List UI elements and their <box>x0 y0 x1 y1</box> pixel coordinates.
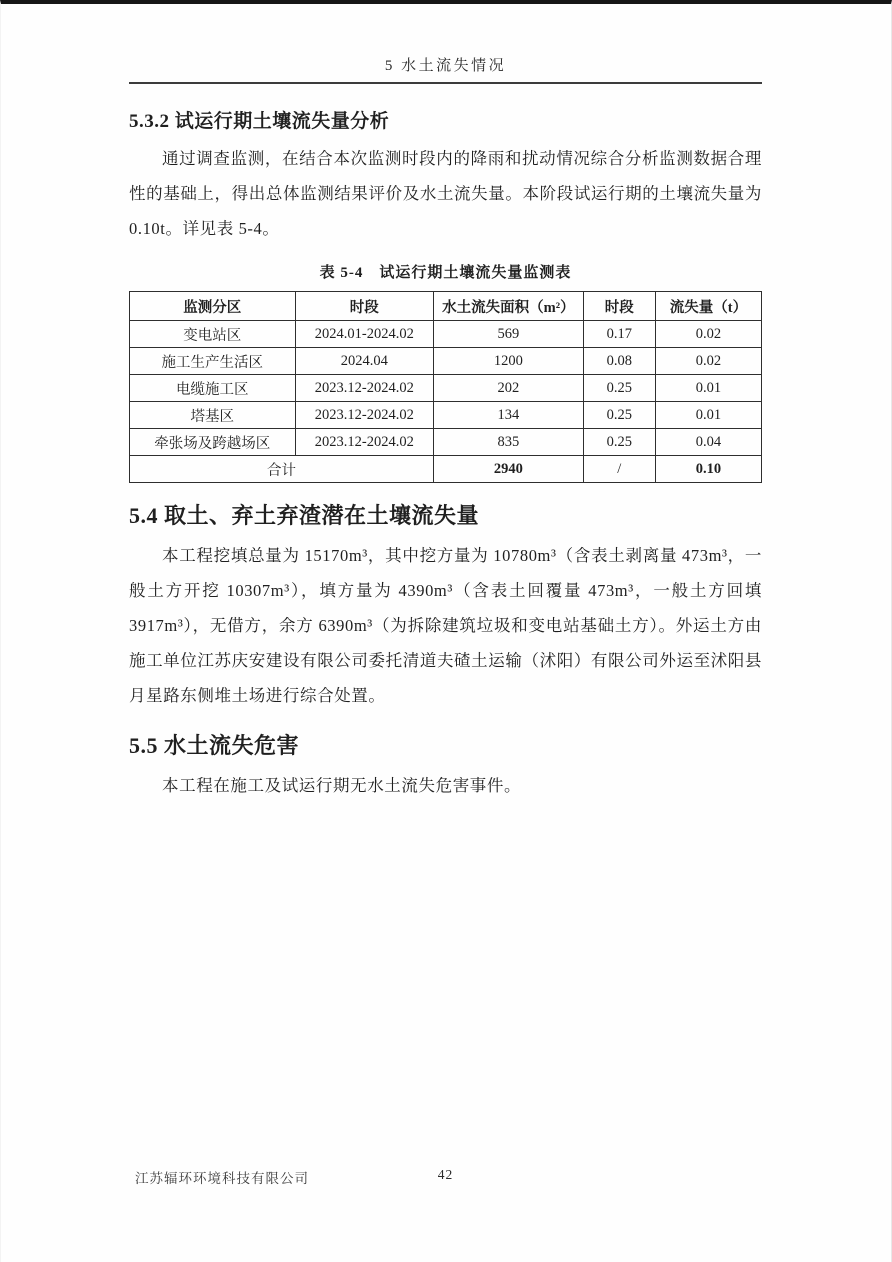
table-row <box>130 402 762 429</box>
cell-loss: 0.02 <box>655 321 761 348</box>
cell-area: 569 <box>433 321 583 348</box>
cell-loss: 0.04 <box>655 429 761 456</box>
col-header-erosion-area: 水土流失面积（m²） <box>433 292 583 321</box>
cell-duration: 0.25 <box>583 375 655 402</box>
footer-company-name: 江苏辐环环境科技有限公司 <box>135 1171 309 1186</box>
table-row <box>130 348 762 375</box>
cell-area: 835 <box>433 429 583 456</box>
table-caption: 表 5-4 试运行期土壤流失量监测表 <box>319 265 572 281</box>
running-header <box>129 54 762 84</box>
cell-zone: 塔基区 <box>130 402 296 429</box>
cell-period: 2024.04 <box>295 348 433 375</box>
paragraph-5-5: 本工程在施工及试运行期无水土流失危害事件。 <box>162 776 522 795</box>
table-row <box>130 375 762 402</box>
cell-zone: 施工生产生活区 <box>130 348 296 375</box>
col-header-duration: 时段 <box>583 292 655 321</box>
soil-loss-monitoring-table <box>129 291 762 483</box>
page-content <box>1 54 891 803</box>
col-header-period: 时段 <box>295 292 433 321</box>
cell-zone: 电缆施工区 <box>130 375 296 402</box>
cell-area: 202 <box>433 375 583 402</box>
paragraph-5-3-2: 通过调查监测，在结合本次监测时段内的降雨和扰动情况综合分析监测数据合理性的基础上，得出总体监测结果评价及水土流失量。本阶段试运行期的土壤流失量为 0.10t。详见表 5-4。 <box>129 149 762 238</box>
col-header-zone: 监测分区 <box>130 292 296 321</box>
col-header-loss: 流失量（t） <box>655 292 761 321</box>
total-loss: 0.10 <box>655 456 761 483</box>
cell-zone: 牵张场及跨越场区 <box>130 429 296 456</box>
cell-duration: 0.08 <box>583 348 655 375</box>
cell-period: 2023.12-2024.02 <box>295 429 433 456</box>
page-number: 42 <box>437 1167 454 1182</box>
cell-loss: 0.01 <box>655 402 761 429</box>
cell-duration: 0.17 <box>583 321 655 348</box>
total-area: 2940 <box>433 456 583 483</box>
total-label: 合计 <box>130 456 434 483</box>
cell-zone: 变电站区 <box>130 321 296 348</box>
cell-loss: 0.02 <box>655 348 761 375</box>
cell-period: 2024.01-2024.02 <box>295 321 433 348</box>
table-row <box>130 429 762 456</box>
cell-loss: 0.01 <box>655 375 761 402</box>
table-total-row <box>130 456 762 483</box>
paragraph-5-4: 本工程挖填总量为 15170m³，其中挖方量为 10780m³（含表土剥离量 473m³，一般土方开挖 10307m³），填方量为 4390m³（含表土回覆量 473m³，一般土方回填 3917m³），无借方，余方 6390m³（为拆除建筑垃圾和变电站基础土方）。外运土方由施工单位江苏庆安建设有限公司委托清道夫碴土运输（沭阳）有限公司外运至沭阳县月星路东侧堆土场进行综合处置。 <box>129 546 762 705</box>
table-row <box>130 321 762 348</box>
cell-area: 1200 <box>433 348 583 375</box>
page-footer <box>129 1167 762 1189</box>
heading-5-3-2: 5.3.2 试运行期土壤流失量分析 <box>129 111 390 132</box>
table-header-row <box>130 292 762 321</box>
heading-5-5: 5.5 水土流失危害 <box>129 733 300 758</box>
cell-area: 134 <box>433 402 583 429</box>
cell-period: 2023.12-2024.02 <box>295 402 433 429</box>
chapter-title: 5 水土流失情况 <box>384 58 507 74</box>
cell-duration: 0.25 <box>583 402 655 429</box>
cell-duration: 0.25 <box>583 429 655 456</box>
heading-5-4: 5.4 取土、弃土弃渣潜在土壤流失量 <box>129 503 480 528</box>
cell-period: 2023.12-2024.02 <box>295 375 433 402</box>
total-duration: / <box>583 456 655 483</box>
